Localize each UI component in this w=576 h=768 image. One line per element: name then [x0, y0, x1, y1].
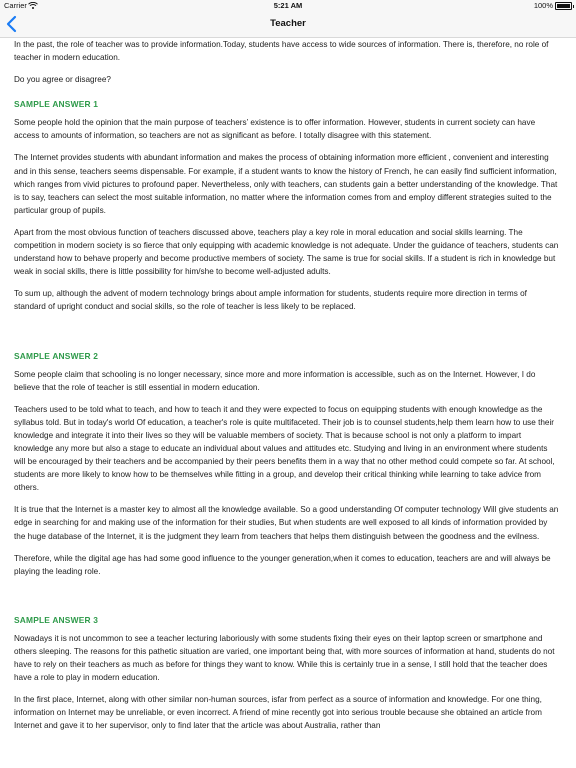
answer-paragraph: Some people hold the opinion that the main purpose of teachers’ existence is to offer information. However, students in current society can have access to amounts of information, so teachers are not as significant as before. I totally disagree with this statement.	[14, 118, 536, 141]
battery-fill	[557, 4, 570, 8]
battery-percent: 100%	[533, 1, 553, 10]
answer-paragraph: The Internet provides students with abundant information and makes the process of obtaining information more efficient , convenient and interesting and in this sense, teachers seems dispensable. For example, if a student wants to know the history of French, he can easily find sufficient information, which ranges from vivid pictures to profound paper. Nevertheless, only with teachers, can students gain a better understanding of the knowledge. That is to say, teachers can select the most suitable information, no matter where the information comes from and employ different strategies suited to the particular group of pupils.	[14, 153, 558, 215]
sample-answer-2	[14, 350, 560, 578]
answer-paragraph: Some people claim that schooling is no longer necessary, since more and more information is accessible, such as on the Internet. However, I do believe that the role of teacher is still essential in modern education.	[14, 369, 536, 392]
spacer	[14, 323, 560, 350]
spacer	[14, 587, 560, 614]
sample-answer-heading: SAMPLE ANSWER 1	[14, 99, 99, 110]
status-time: 5:21 AM	[273, 1, 303, 10]
article-content[interactable]	[14, 38, 560, 768]
sample-answer-1	[14, 98, 560, 313]
answer-paragraph: Nowadays it is not uncommon to see a teacher lecturing laboriously with some students fixing their eyes on their laptop screen or smartphone and others sleeping. The reasons for this pathetic situation are varied, one important being that, with more sources of information at hand, students do not have to rely on their teachers as much as before for things they want to know. While this is certainly true in a sense, I still hold that the teacher does have a role to play in modern education.	[14, 633, 555, 683]
answer-paragraph: Teachers used to be told what to teach, and how to teach it and they were expected to focus on equipping students with enough knowledge as the syllabus told. But in today's world Of education, a teacher's role is quite multifaceted. Their job is to counsel students,help them learn how to use their knowledge and integrate it into their lives so they will be valuable members of society. That is because school is not only a platform to impart knowledge any more but also a stage to educate an individual about values and attitudes etc. Studying and living in an environment where students will be encouraged by their teachers and be accompanied by their peers benefits them in a way that no other method could compete so far. At school, students are more likely to know how to be themselves while fitting in a group, and develop their critical thinking while learning to take advice from others.	[14, 404, 555, 493]
answer-paragraph: Therefore, while the digital age has had some good influence to the younger generation,when it comes to education, teachers are and will always be playing the leading role.	[14, 553, 551, 576]
answer-paragraph: It is true that the Internet is a master key to almost all the knowledge available. So a good understanding Of computer technology Will give students an edge in searching for and making use of the information for their studies, But when students are well exposed to all kinds of information provided by the huge database of the Internet, it is the judgment they learn from teachers that helps them distinguish between the goodness and the evilness.	[14, 505, 559, 541]
sample-answer-3	[14, 614, 560, 733]
sample-answer-heading: SAMPLE ANSWER 2	[14, 350, 99, 361]
battery-icon	[555, 2, 572, 10]
answer-paragraph: To sum up, although the advent of modern technology brings about ample information for students, students require more direction in terms of standard of upright conduct and social skills, so the role of teacher is less likely to be replaced.	[14, 289, 527, 312]
carrier-label: Carrier	[4, 1, 27, 10]
prompt-intro: In the past, the role of teacher was to provide information.Today, students have access to wide sources of information. There is, therefore, no role of teacher in modern education.	[14, 40, 549, 63]
status-bar	[0, 0, 576, 12]
answer-paragraph: In the first place, Internet, along with other similar non-human sources, isfar from perfect as a source of information and knowledge. For one thing, information on Internet may be unreliable, or even incorrect. A friend of mine recently got into serious trouble because she obtained an article from Internet and gave it to her supervisor, only to find later that the article was about Australia, rather than	[14, 695, 542, 731]
prompt-question: Do you agree or disagree?	[14, 75, 111, 85]
answer-paragraph: Apart from the most obvious function of teachers discussed above, teachers play a key role in moral education and social skills learning. The competition in modern society is so fierce that only equipping with academic knowledge is not adequate. Under the guidance of teachers, students can understand how to behave properly and become productive members of society. The same is true for social skills. If a student is rich in knowledge but weak in social skills, there is little possibility for him/she to become well-adjusted adults.	[14, 227, 559, 277]
page-title: Teacher	[270, 18, 306, 29]
sample-answer-heading: SAMPLE ANSWER 3	[14, 614, 99, 625]
navigation-bar	[0, 12, 576, 38]
